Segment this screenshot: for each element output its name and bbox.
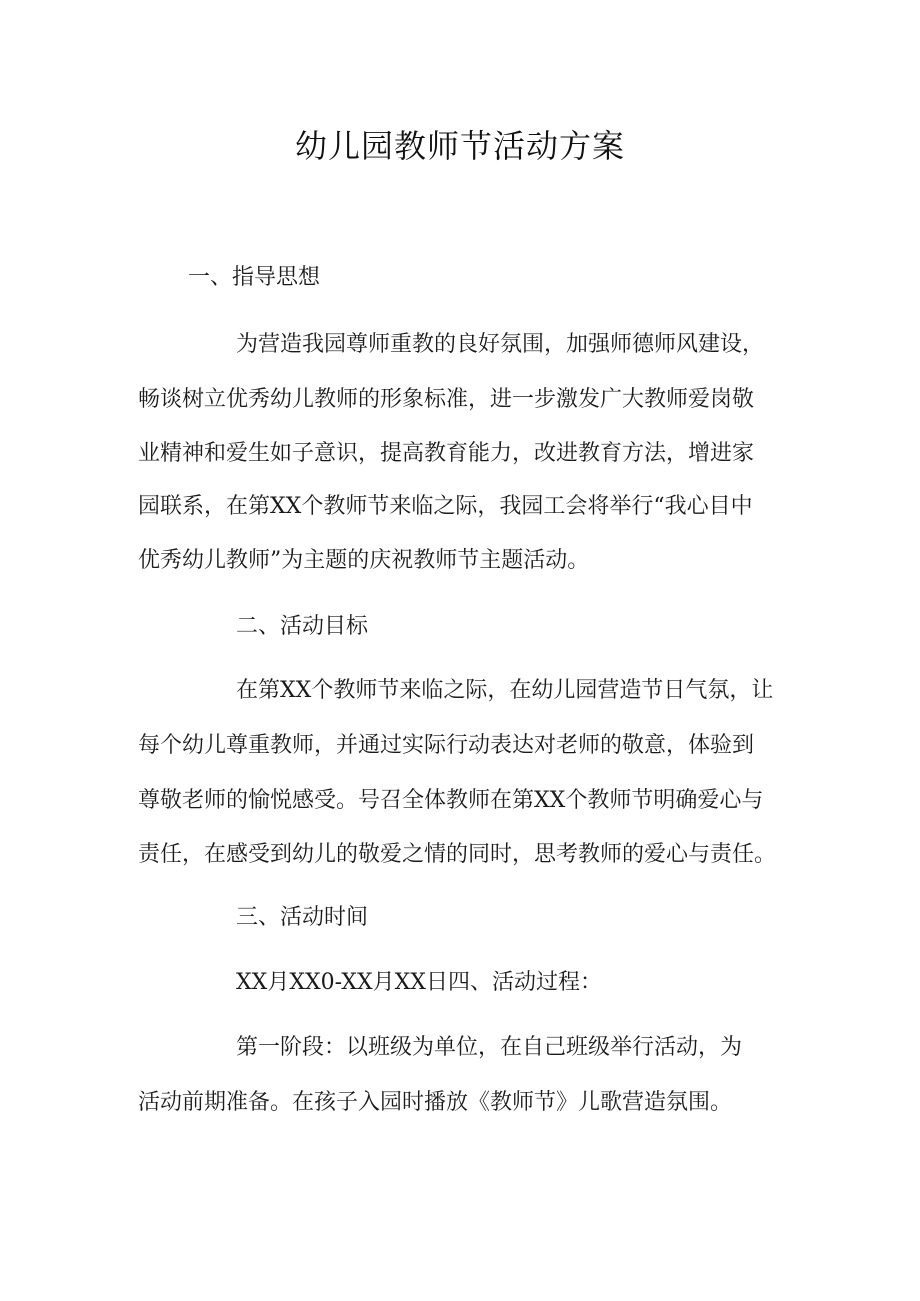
paragraph-line: 优秀幼儿教师”为主题的庆祝教师节主题活动。 xyxy=(138,548,590,573)
paragraph-line: 第一阶段：以班级为单位，在自己班级举行活动，为 xyxy=(236,1035,743,1060)
paragraph-line: 责任，在感受到幼儿的敬爱之情的同时，思考教师的爱心与责任。 xyxy=(138,842,777,867)
paragraph-line: XX月XX0-XX月XX日四、活动过程： xyxy=(236,970,602,995)
section-heading-guiding-ideology: 一、指导思想 xyxy=(188,265,321,290)
paragraph-line: 业精神和爱生如子意识，提高教育能力，改进教育方法，增进家 xyxy=(138,441,755,466)
paragraph-line: 尊敬老师的愉悦感受。号召全体教师在第XX个教师节明确爱心与 xyxy=(138,788,764,813)
document-title: 幼儿园教师节活动方案 xyxy=(294,127,625,165)
paragraph-line: 园联系，在第XX个教师节来临之际，我园工会将举行“我心目中 xyxy=(138,494,753,519)
section-heading-activity-time: 三、活动时间 xyxy=(236,905,369,930)
paragraph-line: 为营造我园尊师重教的良好氛围，加强师德师风建设， xyxy=(236,332,765,357)
section-heading-activity-goals: 二、活动目标 xyxy=(236,614,369,639)
paragraph-line: 畅谈树立优秀幼儿教师的形象标准，进一步激发广大教师爱岗敬 xyxy=(138,387,755,412)
paragraph-line: 每个幼儿尊重教师，并通过实际行动表达对老师的敬意，体验到 xyxy=(138,733,755,758)
paragraph-line: 活动前期准备。在孩子入园时播放《教师节》儿歌营造氛围。 xyxy=(138,1090,733,1115)
paragraph-line: 在第XX个教师节来临之际，在幼儿园营造节日气氛，让 xyxy=(236,678,774,703)
